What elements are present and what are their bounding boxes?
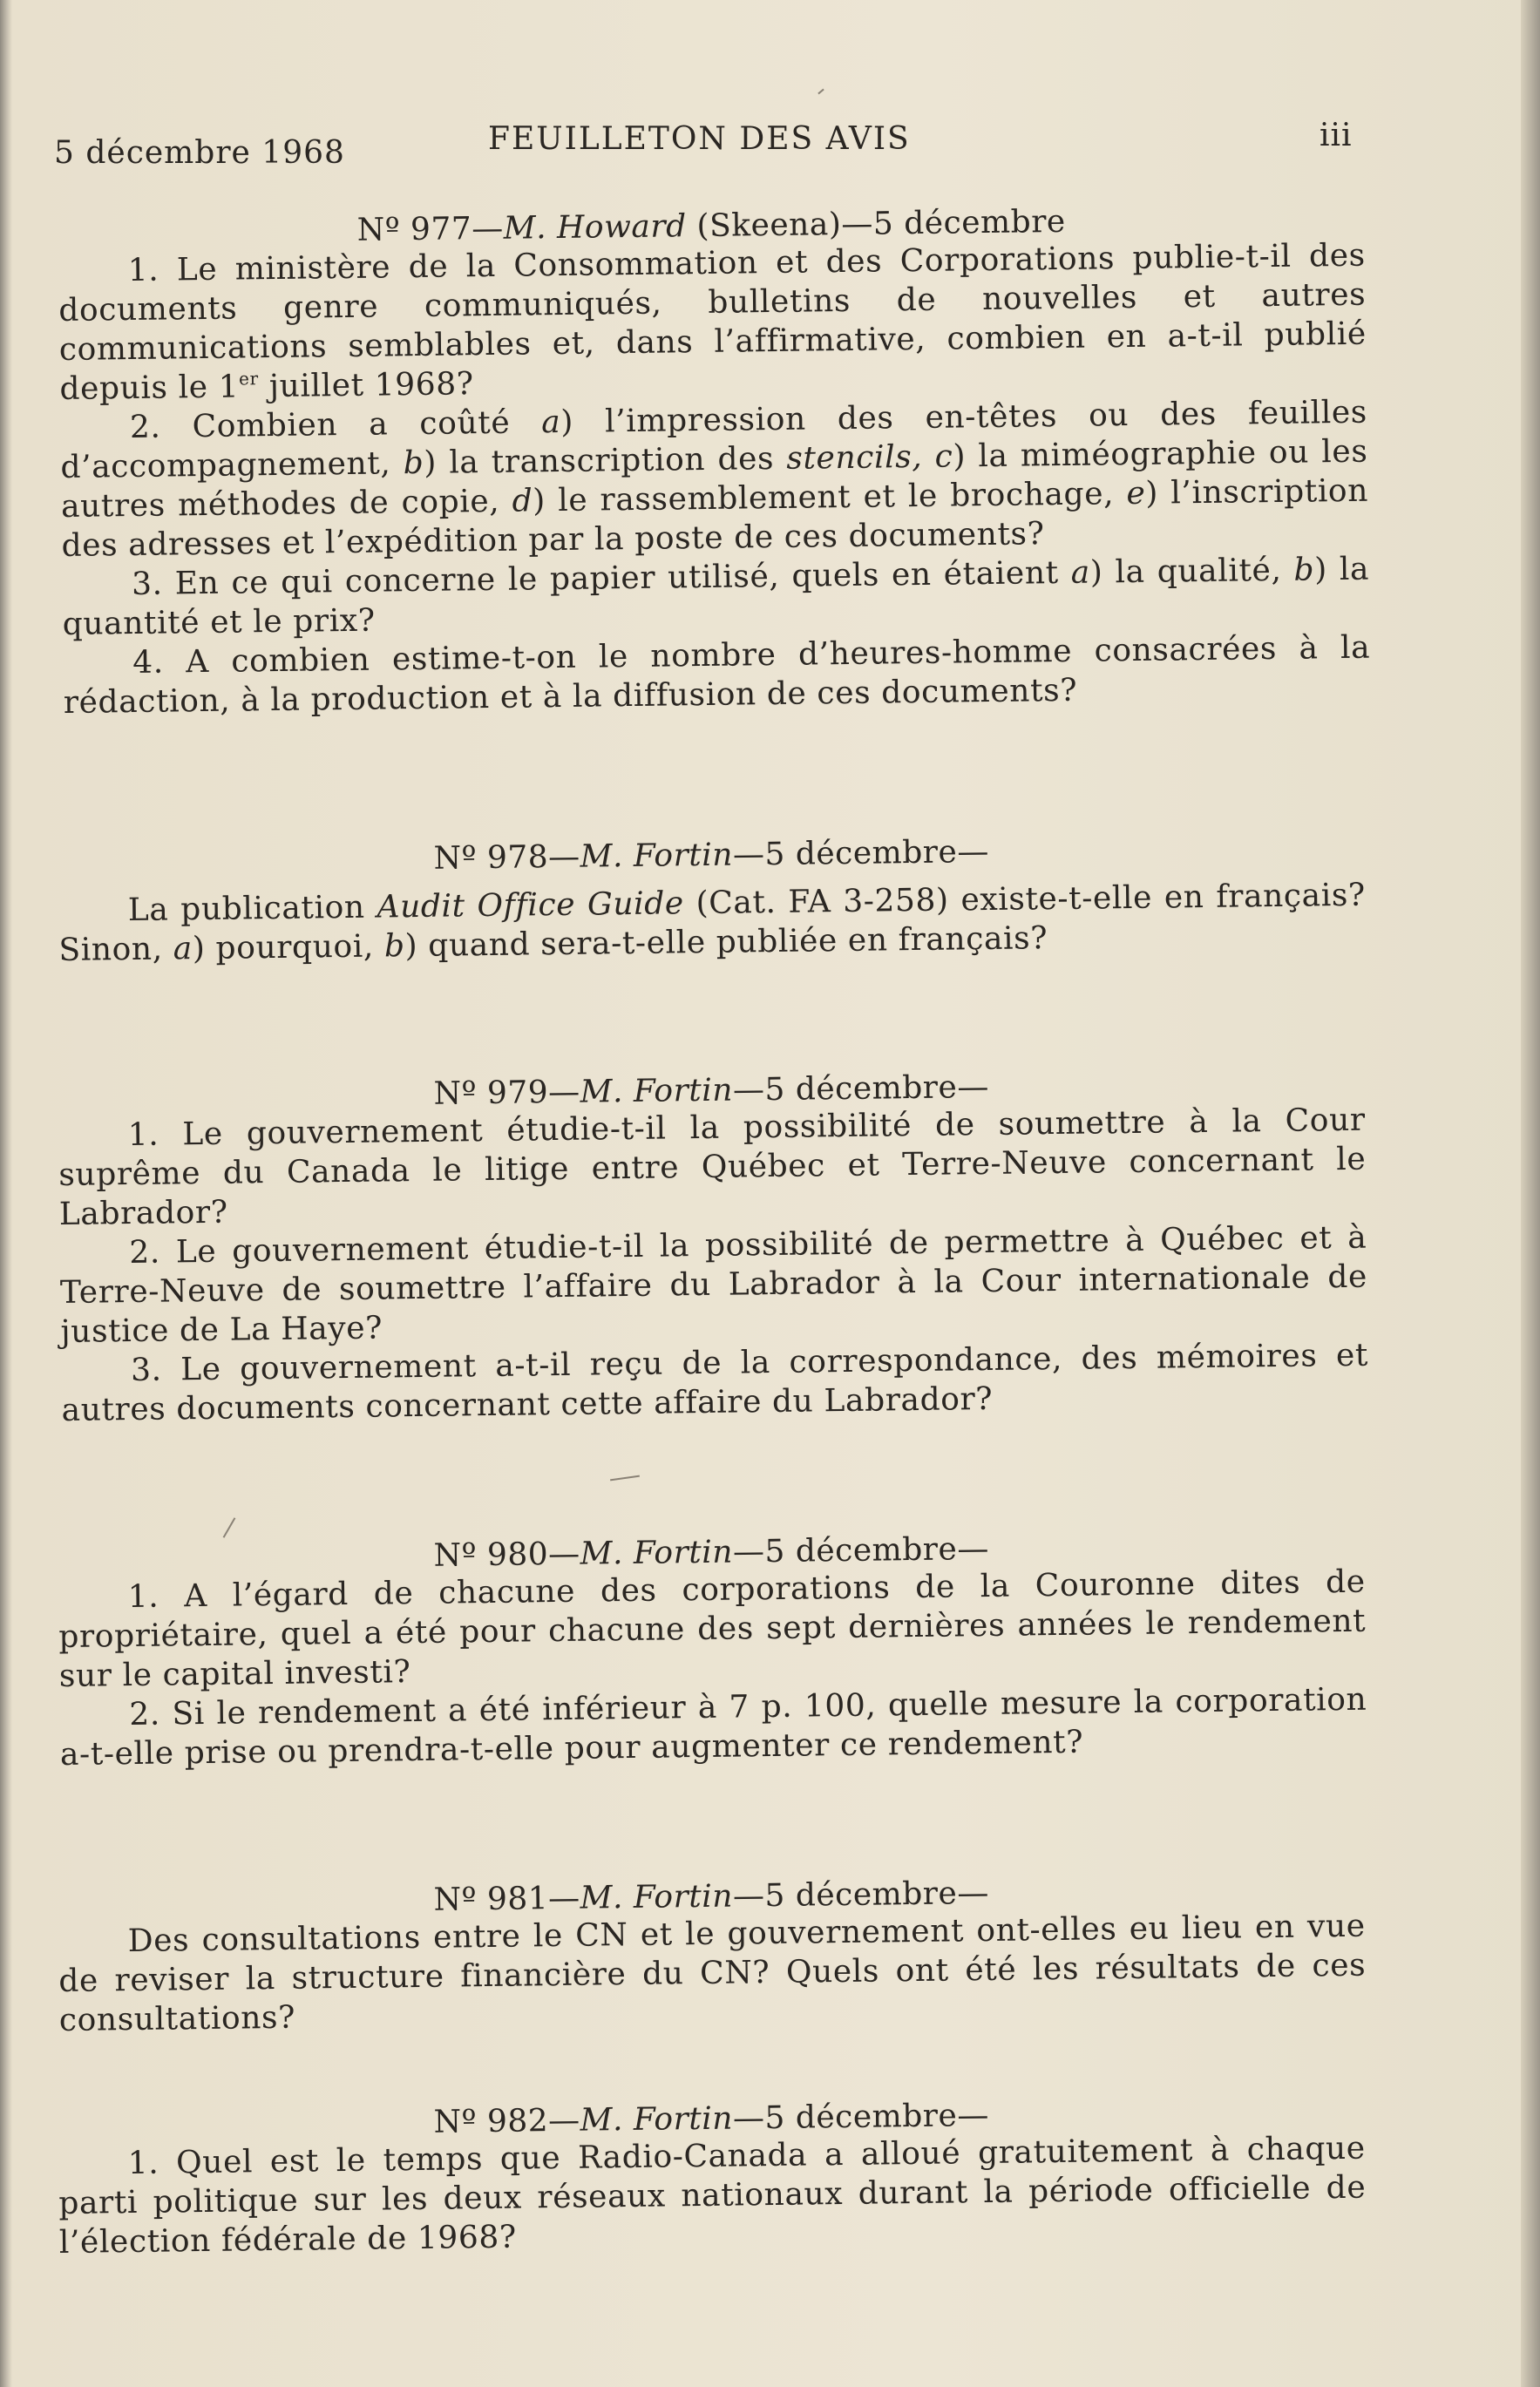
paragraph: 2. Le gouvernement étudie-t-il la possibilité de permettre à Québec et à Terre-Neuve de soumettre l’affaire du Labrador à la Cour internationale de justice de La Haye?	[59, 1219, 1368, 1350]
member-name: M. Fortin	[580, 1072, 734, 1110]
question-978	[58, 830, 1367, 970]
question-heading: Nº 982—M. Fortin—5 décembre—	[433, 2097, 990, 2140]
question-980	[58, 1527, 1367, 1774]
question-977	[58, 200, 1371, 722]
question-979	[58, 1065, 1369, 1430]
paragraph: 2. Si le rendement a été inférieur à 7 p. 100, quelle mesure la corporation a-t-elle prise ou prendra-t-elle pour augmenter ce rendement?	[59, 1681, 1367, 1773]
question-heading: Nº 979—M. Fortin—5 décembre—	[433, 1068, 990, 1112]
question-date: —5 décembre—	[732, 1530, 990, 1570]
question-date: —5 décembre—	[732, 1875, 990, 1915]
paragraph: 2. Combien a coûté a) l’impression des en-têtes ou des feuilles d’accompagnement, b) la transcription des stencils, c) la miméographie ou les autres méthodes de copie, d) le rassemblement et le brochage, e) l’inscription des adresses et l’expédition par la poste de ces documents?	[60, 394, 1369, 564]
paragraph: 1. Le ministère de la Consommation et des Corporations publie-t-il des documents genre communiqués, bulletins de nouvelles et autres communications semblables et, dans l’affirmative, combien en a-t-il publié depuis le 1er juillet 1968?	[58, 237, 1367, 407]
question-heading: Nº 978—M. Fortin—5 décembre—	[433, 833, 990, 877]
question-heading: Nº 977—M. Howard (Skeena)—5 décembre	[356, 203, 1066, 248]
paragraph: La publication Audit Office Guide (Cat. FA 3-258) existe-t-elle en français? Sinon, a) pourquoi, b) quand sera-t-elle publiée en français?	[58, 877, 1367, 968]
question-981	[58, 1871, 1367, 2040]
question-heading: Nº 981—M. Fortin—5 décembre—	[433, 1875, 990, 1918]
question-date: —5 décembre—	[732, 833, 990, 873]
question-date: —5 décembre—	[732, 1068, 990, 1109]
header-date: 5 décembre 1968	[54, 135, 345, 171]
paragraph: 3. En ce qui concerne le papier utilisé, quels en étaient a) la qualité, b) la quantité et le prix?	[62, 551, 1370, 642]
paragraph: 1. A l’égard de chacune des corporations de la Couronne dites de propriétaire, quel a été pour chacune des sept dernières années le rendement sur le capital investi?	[58, 1563, 1367, 1694]
member-name: M. Fortin	[580, 837, 734, 875]
member-name: M. Fortin	[580, 1534, 734, 1572]
question-date: —5 décembre	[841, 203, 1066, 243]
riding: (Skeena)	[686, 207, 842, 245]
member-name: M. Howard	[503, 208, 687, 247]
publication-title: Audit Office Guide	[377, 885, 685, 926]
member-name: M. Fortin	[580, 2100, 734, 2139]
question-982	[58, 2093, 1367, 2262]
paragraph: 1. Quel est le temps que Radio-Canada a alloué gratuitement à chaque parti politique sur les deux réseaux nationaux durant la période officielle de l’élection fédérale de 1968?	[58, 2130, 1367, 2261]
paragraph: Des consultations entre le CN et le gouvernement ont-elles eu lieu en vue de reviser la structure financière du CN? Quels ont été les résultats de ces consultations?	[58, 1908, 1367, 2038]
header-title: FEUILLETON DES AVIS	[488, 121, 911, 157]
question-date: —5 décembre—	[732, 2097, 990, 2137]
paragraph: 1. Le gouvernement étudie-t-il la possibilité de soumettre à la Cour suprême du Canada le litige entre Québec et Terre-Neuve concernant le Labrador?	[58, 1102, 1367, 1232]
question-heading: Nº 980—M. Fortin—5 décembre—	[433, 1530, 990, 1574]
paragraph: 4. A combien estime-t-on le nombre d’heures-homme consacrées à la rédaction, à la production et à la diffusion de ces documents?	[63, 629, 1371, 721]
page-number: iii	[1320, 118, 1353, 153]
member-name: M. Fortin	[580, 1878, 734, 1916]
running-header	[54, 118, 1361, 171]
page-edge	[1521, 0, 1540, 2387]
paragraph: 3. Le gouvernement a-t-il reçu de la correspondance, des mémoires et autres documents concernant cette affaire du Labrador?	[61, 1337, 1369, 1428]
